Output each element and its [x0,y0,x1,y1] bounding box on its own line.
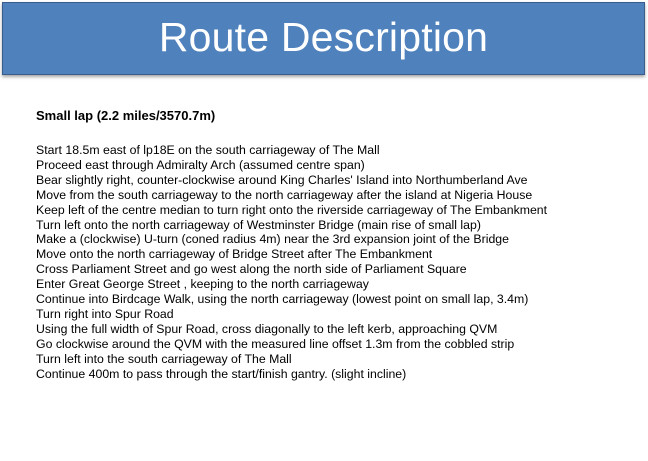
route-step: Go clockwise around the QVM with the measured line offset 1.3m from the cobbled strip [36,336,515,351]
route-step: Keep left of the centre median to turn right onto the riverside carriageway of The Embankment [36,202,548,217]
route-step: Continue into Birdcage Walk, using the north carriageway (lowest point on small lap, 3.4m) [36,292,529,307]
lap-heading: Small lap (2.2 miles/3570.7m) [36,108,216,123]
route-step: Bear slightly right, counter-clockwise around King Charles' Island into Northumberland Ave [36,172,528,187]
route-step: Enter Great George Street , keeping to the north carriageway [36,277,369,292]
route-content [36,108,636,382]
route-step: Turn left onto the north carriageway of Westminster Bridge (main rise of small lap) [36,217,481,232]
route-step: Turn right into Spur Road [36,306,174,321]
route-step: Turn left into the south carriageway of The Mall [36,351,292,366]
route-step: Using the full width of Spur Road, cross diagonally to the left kerb, approaching QVM [36,321,498,336]
route-step: Continue 400m to pass through the start/finish gantry. (slight incline) [36,366,407,381]
route-step: Move from the south carriageway to the north carriageway after the island at Nigeria House [36,187,533,202]
slide-title: Route Description [158,14,489,60]
route-step: Make a (clockwise) U-turn (coned radius 4m) near the 3rd expansion joint of the Bridge [36,232,509,247]
route-step: Move onto the north carriageway of Bridge Street after The Embankment [36,247,433,262]
route-step: Start 18.5m east of lp18E on the south carriageway of The Mall [36,143,380,157]
route-step: Proceed east through Admiralty Arch (assumed centre span) [36,157,365,172]
route-steps-list [36,143,636,382]
title-banner [2,2,645,75]
route-step: Cross Parliament Street and go west along the north side of Parliament Square [36,262,467,277]
